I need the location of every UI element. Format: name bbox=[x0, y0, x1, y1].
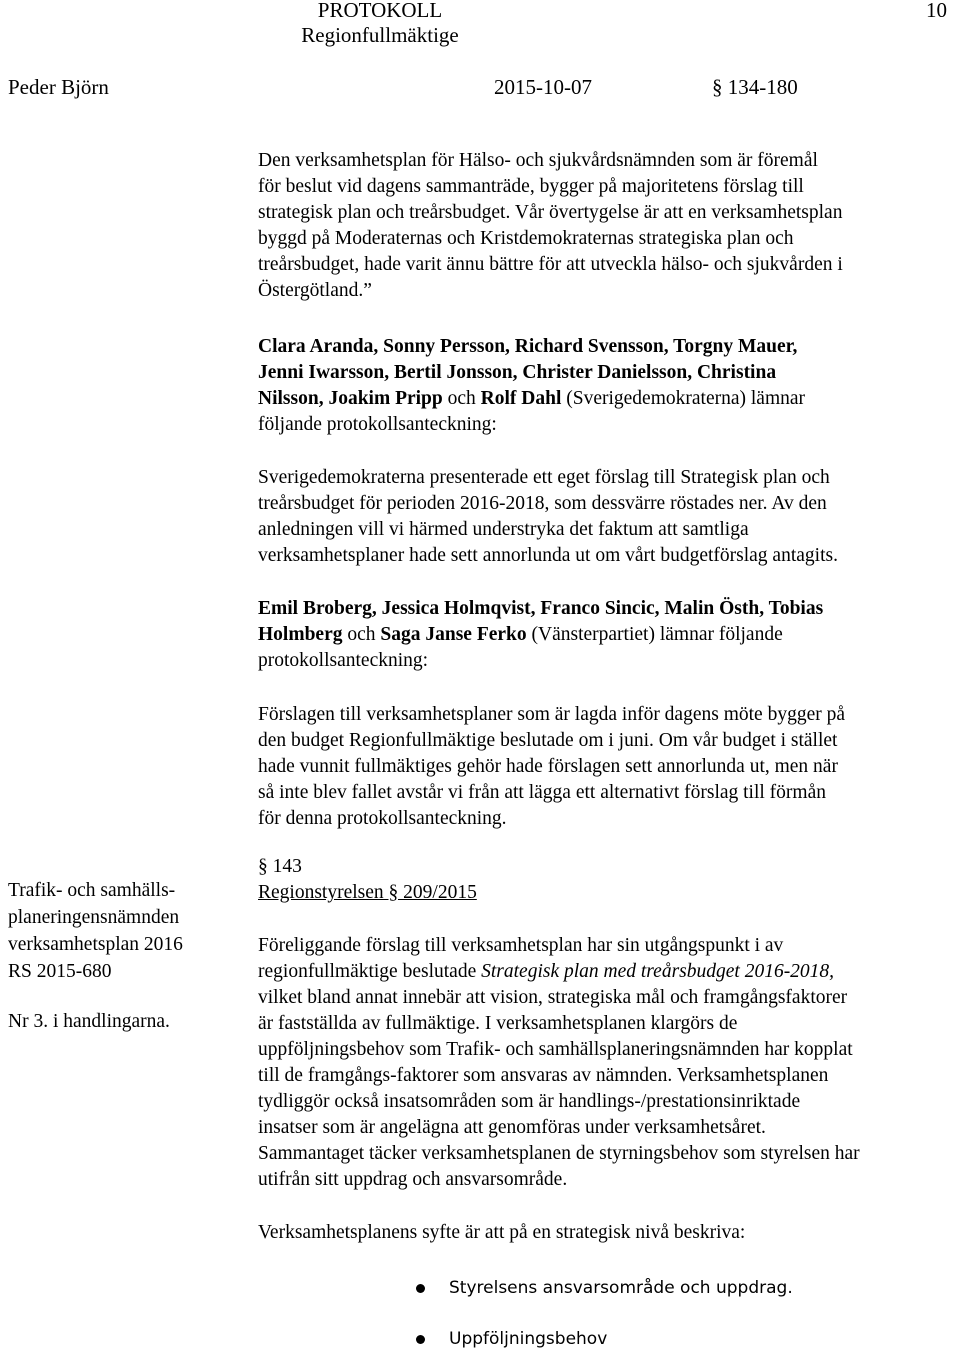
section-paragraph: § 143 bbox=[258, 856, 302, 877]
sd-body-line: treårsbudget för perioden 2016-2018, som dessvärre röstades ner. Av den bbox=[258, 493, 827, 514]
v-body-line: för denna protokollsanteckning. bbox=[258, 808, 507, 829]
v-body-line: så inte blev fallet avstår vi från att lägga ett alternativt förslag till förmån bbox=[258, 782, 826, 803]
sidebar-heading-line: verksamhetsplan 2016 bbox=[8, 934, 183, 955]
section-body-line: Sammantaget täcker verksamhetsplanen de styrningsbehov som styrelsen har bbox=[258, 1143, 860, 1164]
sd-names-line: Clara Aranda, Sonny Persson, Richard Svensson, Torgny Mauer, bbox=[258, 336, 798, 357]
sd-names-line: Jenni Iwarsson, Bertil Jonsson, Christer Danielsson, Christina bbox=[258, 362, 777, 383]
sd-body-line: Sverigedemokraterna presenterade ett eget förslag till Strategisk plan och bbox=[258, 467, 830, 488]
section-body-line: är fastställda av fullmäktige. I verksamhetsplanen klargörs de bbox=[258, 1013, 738, 1034]
v-body-line: Förslagen till verksamhetsplaner som är lagda inför dagens möte bygger på bbox=[258, 704, 845, 725]
v-body-line: hade vunnit fullmäktiges gehör hade förslagen sett annorlunda ut, men när bbox=[258, 756, 838, 777]
section-body-line: Föreliggande förslag till verksamhetsplan har sin utgångspunkt i av bbox=[258, 935, 784, 956]
intro-line: strategisk plan och treårsbudget. Vår övertygelse är att en verksamhetsplan bbox=[258, 202, 843, 223]
sidebar-heading-line: planeringensnämnden bbox=[8, 907, 180, 928]
sd-body-line: verksamhetsplaner hade sett annorlunda ut om vårt budgetförslag antagits. bbox=[258, 545, 838, 566]
sidebar-case-number: RS 2015-680 bbox=[8, 961, 112, 982]
bullet-icon bbox=[416, 1335, 425, 1344]
header-paragraphs: § 134-180 bbox=[712, 75, 798, 99]
document-subtitle: Regionfullmäktige bbox=[301, 23, 459, 47]
section-body-line: utifrån sitt uppdrag och ansvarsområde. bbox=[258, 1169, 568, 1190]
bullet-icon bbox=[416, 1284, 425, 1293]
section-body-line: insatser som är angelägna att genomföras under verksamhetsåret. bbox=[258, 1117, 766, 1138]
intro-line: byggd på Moderaternas och Kristdemokraternas strategiska plan och bbox=[258, 228, 794, 249]
intro-line: treårsbudget, hade varit ännu bättre för att utveckla hälso- och sjukvården i bbox=[258, 254, 843, 275]
section-body-line: tydliggör också insatsområden som är handlings-/prestationsinriktade bbox=[258, 1091, 801, 1112]
v-names-line: Holmberg och Saga Janse Ferko (Vänsterpartiet) lämnar följande bbox=[258, 624, 783, 645]
bullet-item: Uppföljningsbehov bbox=[449, 1329, 608, 1349]
header-date: 2015-10-07 bbox=[494, 75, 592, 99]
purpose-line: Verksamhetsplanens syfte är att på en strategisk nivå beskriva: bbox=[258, 1222, 746, 1243]
intro-line: för beslut vid dagens sammanträde, bygger på majoritetens förslag till bbox=[258, 176, 804, 197]
sd-names-line: Nilsson, Joakim Pripp och Rolf Dahl (Sverigedemokraterna) lämnar bbox=[258, 388, 806, 409]
section-body-line: uppföljningsbehov som Trafik- och samhällsplaneringsnämnden har kopplat bbox=[258, 1039, 853, 1060]
intro-line: Den verksamhetsplan för Hälso- och sjukvårdsnämnden som är föremål bbox=[258, 150, 818, 171]
section-body-line: regionfullmäktige beslutade Strategisk plan med treårsbudget 2016-2018, bbox=[258, 961, 835, 982]
sidebar-attachment: Nr 3. i handlingarna. bbox=[8, 1011, 170, 1032]
section-body-line: till de framgångs-faktorer som ansvaras av nämnden. Verksamhetsplanen bbox=[258, 1065, 829, 1086]
sd-body-line: anledningen vill vi härmed understryka det faktum att samtliga bbox=[258, 519, 749, 540]
sd-intro-line: följande protokollsanteckning: bbox=[258, 414, 497, 435]
sidebar-heading-line: Trafik- och samhälls- bbox=[8, 880, 176, 901]
intro-line: Östergötland.” bbox=[258, 280, 372, 301]
bullet-item: Styrelsens ansvarsområde och uppdrag. bbox=[449, 1278, 793, 1298]
v-body-line: den budget Regionfullmäktige beslutade om i juni. Om vår budget i stället bbox=[258, 730, 838, 751]
header-name: Peder Björn bbox=[8, 75, 109, 99]
page-number: 10 bbox=[926, 0, 947, 22]
section-body-line: vilket bland annat innebär att vision, strategiska mål och framgångsfaktorer bbox=[258, 987, 848, 1008]
v-names-line: Emil Broberg, Jessica Holmqvist, Franco Sincic, Malin Östh, Tobias bbox=[258, 598, 824, 619]
section-reference: Regionstyrelsen § 209/2015 bbox=[258, 882, 477, 903]
v-intro-line: protokollsanteckning: bbox=[258, 650, 429, 671]
document-title: PROTOKOLL bbox=[317, 0, 443, 22]
